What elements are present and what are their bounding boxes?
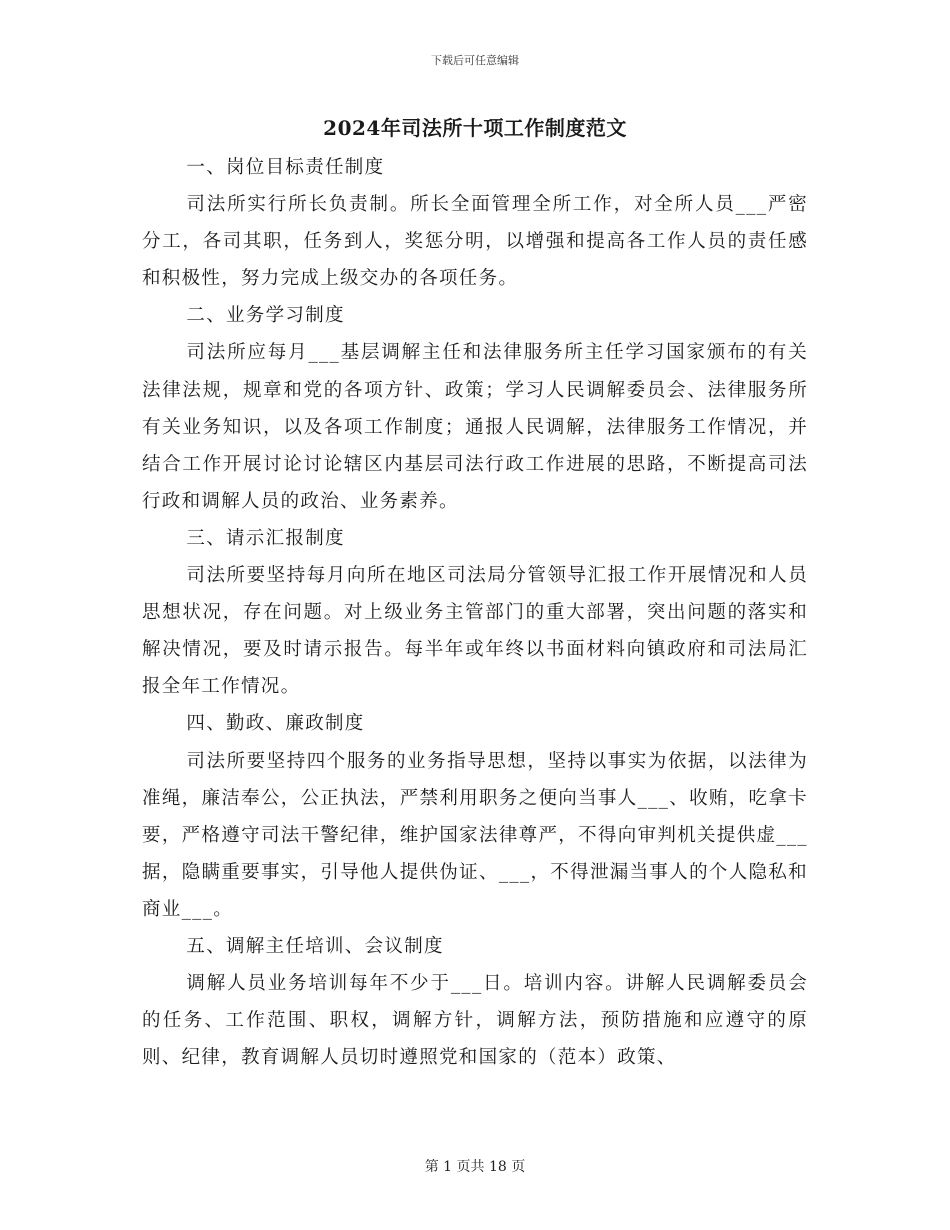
section-paragraph-4: 司法所要坚持四个服务的业务指导思想，坚持以事实为依据，以法律为准绳，廉洁奉公，公正执法，严禁利用职务之便向当事人___、收贿，吃拿卡要，严格遵守司法干警纪律，维护国家法律尊严，不得向审判机关提供虚___据，隐瞒重要事实，引导他人提供伪证、___，不得泄漏当事人的个人隐私和商业___。 [142, 750, 808, 920]
section-heading-2: 二、业务学习制度 [186, 305, 345, 327]
section-heading-1: 一、岗位目标责任制度 [186, 157, 385, 178]
section-paragraph-5: 调解人员业务培训每年不少于___日。培训内容。讲解人民调解委员会的任务、工作范围、职权，调解方针，调解方法，预防措施和应遵守的原则、纪律，教育调解人员切时遵照党和国家的（范本）政策、 [142, 973, 808, 1069]
section-paragraph-1: 司法所实行所长负责制。所长全面管理全所工作，对全所人员___严密分工，各司其职，任务到人，奖惩分明，以增强和提高各工作人员的责任感和积极性，努力完成上级交办的各项任务。 [142, 194, 808, 290]
page-number: 第 1 页共 18 页 [424, 1159, 526, 1175]
section-paragraph-2: 司法所应每月___基层调解主任和法律服务所主任学习国家颁布的有关法律法规，规章和党的各项方针、政策；学习人民调解委员会、法律服务所有关业务知识，以及各项工作制度；通报人民调解，法律服务工作情况，并结合工作开展讨论讨论辖区内基层司法行政工作进展的思路，不断提高司法行政和调解人员的政治、业务素养。 [142, 342, 808, 512]
section-heading-5: 五、调解主任培训、会议制度 [186, 935, 444, 957]
page-header-note: 下载后可任意编辑 [431, 54, 519, 67]
document-title: 2024年司法所十项工作制度范文 [323, 116, 627, 140]
section-heading-4: 四、勤政、廉政制度 [186, 713, 365, 735]
document-body [142, 149, 808, 1076]
section-paragraph-3: 司法所要坚持每月向所在地区司法局分管领导汇报工作开展情况和人员思想状况，存在问题。对上级业务主管部门的重大部署，突出问题的落实和解决情况，要及时请示报告。每半年或年终以书面材料向镇政府和司法局汇报全年工作情况。 [142, 565, 808, 698]
section-heading-3: 三、请示汇报制度 [186, 527, 345, 549]
